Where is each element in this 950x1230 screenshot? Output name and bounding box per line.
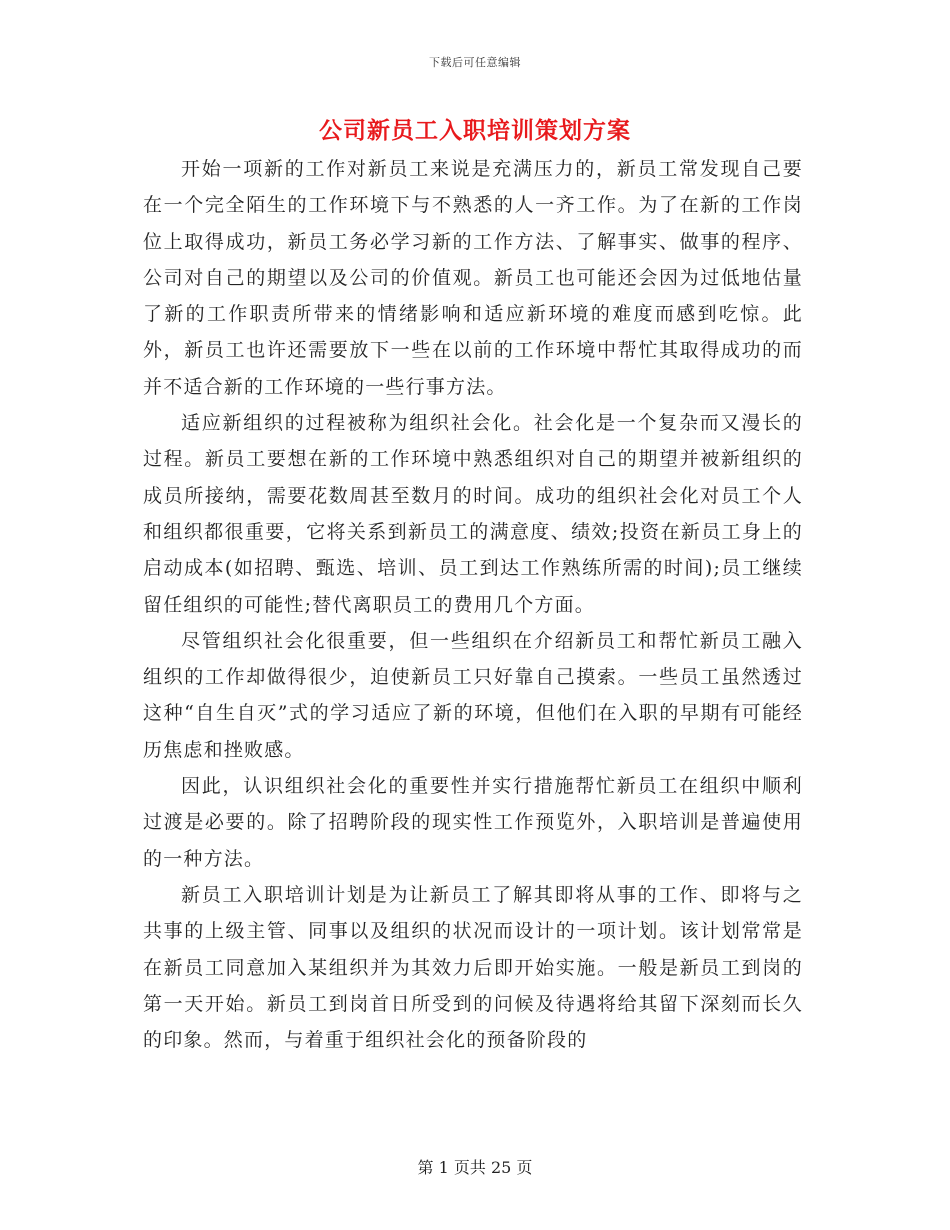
document-body (143, 151, 803, 1058)
paragraph-4: 因此，认识组织社会化的重要性并实行措施帮忙新员工在组织中顺利过渡是必要的。除了招聘阶段的现实性工作预览外，入职培训是普遍使用的一种方法。 (143, 775, 803, 870)
document-title: 公司新员工入职培训策划方案 (319, 117, 631, 144)
page-number-footer: 第 1 页共 25 页 (417, 1158, 533, 1177)
paragraph-2: 适应新组织的过程被称为组织社会化。社会化是一个复杂而又漫长的过程。新员工要想在新的工作环境中熟悉组织对自己的期望并被新组织的成员所接纳，需要花数周甚至数月的时间。成功的组织社会化对员工个人和组织都很重要，它将关系到新员工的满意度、绩效;投资在新员工身上的启动成本(如招聘、甄选、培训、员工到达工作熟练所需的时间);员工继续留任组织的可能性;替代离职员工的费用几个方面。 (143, 412, 803, 616)
paragraph-5: 新员工入职培训计划是为让新员工了解其即将从事的工作、即将与之共事的上级主管、同事以及组织的状况而设计的一项计划。该计划常常是在新员工同意加入某组织并为其效力后即开始实施。一般是新员工到岗的第一天开始。新员工到岗首日所受到的问候及待遇将给其留下深刻而长久的印象。然而，与着重于组织社会化的预备阶段的 (143, 883, 803, 1052)
page-header-note: 下载后可任意编辑 (429, 56, 521, 69)
paragraph-3: 尽管组织社会化很重要，但一些组织在介绍新员工和帮忙新员工融入组织的工作却做得很少，迫使新员工只好靠自己摸索。一些员工虽然透过这种“自生自灭”式的学习适应了新的环境，但他们在入职的早期有可能经历焦虑和挫败感。 (143, 629, 803, 761)
paragraph-1: 开始一项新的工作对新员工来说是充满压力的，新员工常发现自己要在一个完全陌生的工作环境下与不熟悉的人一齐工作。为了在新的工作岗位上取得成功，新员工务必学习新的工作方法、了解事实、做事的程序、公司对自己的期望以及公司的价值观。新员工也可能还会因为过低地估量了新的工作职责所带来的情绪影响和适应新环境的难度而感到吃惊。此外，新员工也许还需要放下一些在以前的工作环境中帮忙其取得成功的而并不适合新的工作环境的一些行事方法。 (143, 158, 803, 398)
